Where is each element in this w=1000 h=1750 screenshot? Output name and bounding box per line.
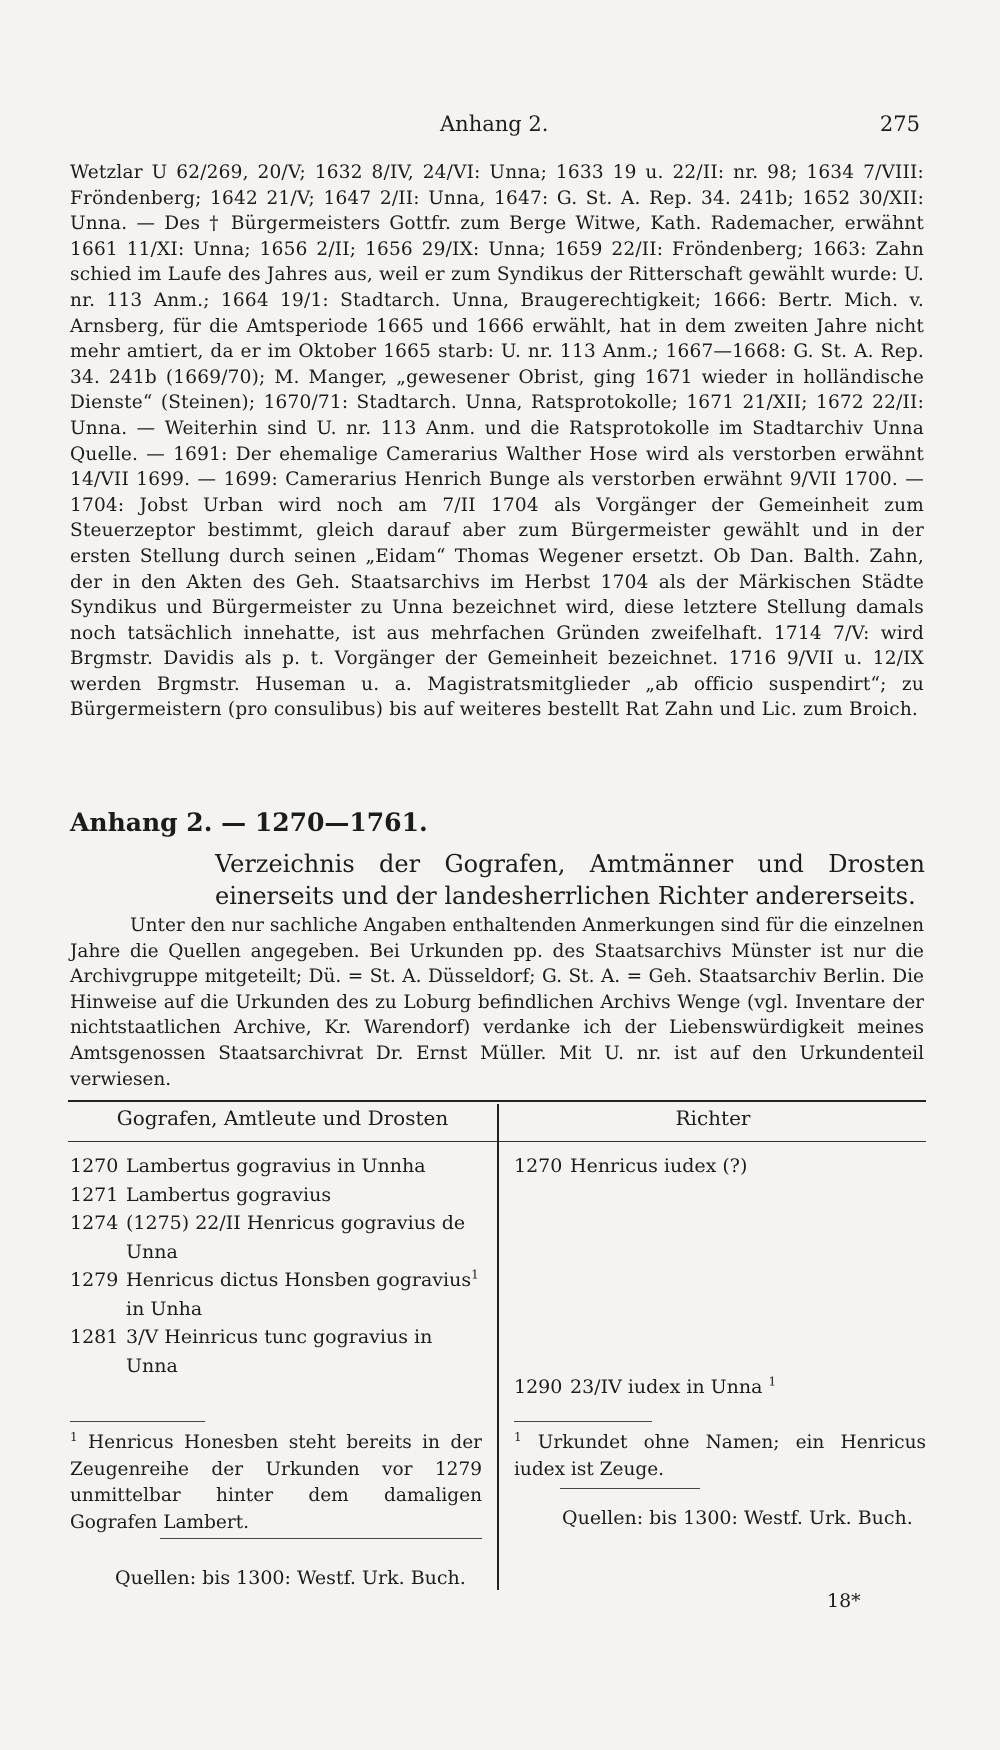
footnote-marker: 1 [768,1374,777,1389]
section-subtitle: Verzeichnis der Gografen, Amtmänner und Drosten einerseits und der landesherrlichen Richter andererseits. [215,850,925,910]
list-item [70,1181,482,1210]
running-head-title: Anhang 2. [440,112,549,136]
right-footnote [514,1430,926,1483]
left-column [70,1152,482,1380]
column-divider [497,1104,499,1590]
source-rule [160,1538,482,1539]
left-footnote [70,1430,482,1536]
entry-text: Lambertus gogravius in Unnha [126,1155,426,1177]
running-head [0,112,1000,142]
right-source-note: Quellen: bis 1300: Westf. Urk. Buch. [562,1507,913,1529]
source-rule [560,1488,700,1489]
entry-year: 1290 [514,1376,563,1398]
section-heading: Anhang 2. — 1270—1761. [70,808,428,837]
continued-footnote-text [70,160,924,723]
entry-year: 1281 [70,1326,119,1348]
entry-text [126,1266,482,1323]
list-item [514,1152,924,1181]
left-source-note: Quellen: bis 1300: Westf. Urk. Buch. [115,1567,466,1589]
right-column [514,1152,924,1181]
footnote-marker: 1 [471,1267,479,1282]
list-item [70,1266,482,1323]
footnote-marker: 1 [70,1429,78,1444]
entry-year: 1271 [70,1183,119,1206]
footnote-marker: 1 [514,1429,522,1444]
footnote-text: Urkundet ohne Namen; ein Henricus iudex ist Zeuge. [514,1432,926,1480]
entry-year: 1279 [70,1269,119,1291]
body-paragraph: Wetzlar U 62/269, 20/V; 1632 8/IV, 24/VI: Unna; 1633 19 u. 22/II: nr. 98; 1634 7/VIII: Fröndenberg; 1642 21/V; 1647 2/II: Unna, 1647: G. St. A. Rep. 34. 241b; 1652 30/XII: Unna. — Des † Bürgermeisters Gottfr. zum Berge Witwe, Kath. Rademacher, erwähnt 1661 11/XI: Unna; 1656 2/II; 1656 29/IX: Unna; 1659 22/II: Fröndenberg; 1663: Zahn schied im Laufe des Jahres aus, weil er zum Syndikus der Ritterschaft gewählt wurde: U. nr. 113 Anm.; 1664 19/1: Stadtarch. Unna, Braugerechtigkeit; 1666: Bertr. Mich. v. Arnsberg, für die Amtsperiode 1665 und 1666 erwählt, hat in dem zweiten Jahre nicht mehr amtiert, da er im Oktober 1665 starb: U. nr. 113 Anm.; 1667—1668: G. St. A. Rep. 34. 241b (1669/70); M. Manger, „gewesener Obrist, ging 1671 wieder in holländische Dienste“ (Steinen); 1670/71: Stadtarch. Unna, Ratsprotokolle; 1671 21/XII; 1672 22/II: Unna. — Weiterhin sind U. nr. 113 Anm. und die Ratsprotokolle im Stadtarchiv Unna Quelle. — 1691: Der ehemalige Camerarius Walther Hose wird als verstorben erwähnt 14/VII 1699. — 1699: Camerarius Henrich Bunge als verstorben erwähnt 9/VII 1700. — 1704: Jobst Urban wird noch am 7/II 1704 als Vorgänger der Gemeinheit zum Steuerzeptor bestimmt, gleich darauf aber zum Bürgermeister gewählt und in der ersten Stellung durch seinen „Eidam“ Thomas Wegener ersetzt. Ob Dan. Balth. Zahn, der in den Akten des Geh. Staatsarchivs im Herbst 1704 als der Märkischen Städte Syndikus und Bürgermeister zu Unna bezeichnet wird, diese letztere Stellung damals noch tatsächlich innehatte, ist aus mehrfachen Gründen zweifelhaft. 1714 7/V: wird Brgmstr. Davidis als p. t. Vorgänger der Gemeinheit bezeichnet. 1716 9/VII u. 12/IX werden Brgmstr. Huseman u. a. Magistratsmitglieder „ab officio suspendirt“; zu Bürgermeistern (pro consulibus) bis auf weiteres bestellt Rat Zahn und Lic. zum Broich. [70,162,924,721]
entry-text: (1275) 22/II Henricus gogravius de Unna [126,1212,466,1263]
table-top-rule [68,1100,926,1102]
entry-year: 1274 [70,1212,119,1234]
list-item [70,1209,482,1266]
signature-mark: 18* [827,1590,861,1612]
section-intro: Unter den nur sachliche Angaben enthaltenden Anmerkungen sind für die einzelnen Jahre die Quellen angegeben. Bei Urkunden pp. des Staatsarchivs Münster ist nur die Archivgruppe mitgeteilt; Dü. = St. A. Düsseldorf; G. St. A. = Geh. Staatsarchiv Berlin. Die Hinweise auf die Urkunden des zu Loburg befindlichen Archivs Wenge (vgl. Inventare der nichtstaatlichen Archive, Kr. Warendorf) verdanke ich der Liebenswürdigkeit meines Amtsgenossen Staatsarchivrat Dr. Ernst Müller. Mit U. nr. ist auf den Urkundenteil verwiesen. [70,915,924,1090]
entry-text [570,1376,776,1398]
list-item [514,1376,776,1398]
entry-text-main: 23/IV iudex in Unna [570,1376,763,1398]
left-column-header: Gografen, Amtleute und Drosten [116,1106,449,1130]
entry-year: 1270 [514,1155,563,1177]
list-item [70,1152,482,1181]
entry-text: Henricus iudex (?) [570,1155,748,1177]
page-number: 275 [879,112,920,136]
entry-text: 3/V Heinricus tunc gogravius in Unna [126,1326,433,1377]
footnote-rule [514,1421,652,1422]
right-column-header: Richter [675,1106,751,1130]
list-item [70,1323,482,1380]
entry-text-main: Henricus dictus Honsben gogravius [126,1269,472,1291]
entry-year: 1270 [70,1155,119,1177]
footnote-rule [70,1421,205,1422]
entry-text-tail: in Unha [126,1297,203,1320]
entry-text: Lambertus gogravius [126,1183,332,1206]
footnote-text: Henricus Honesben steht bereits in der Zeugenreihe der Urkunden vor 1279 unmittelbar hinter dem damaligen Gografen Lambert. [70,1432,482,1533]
